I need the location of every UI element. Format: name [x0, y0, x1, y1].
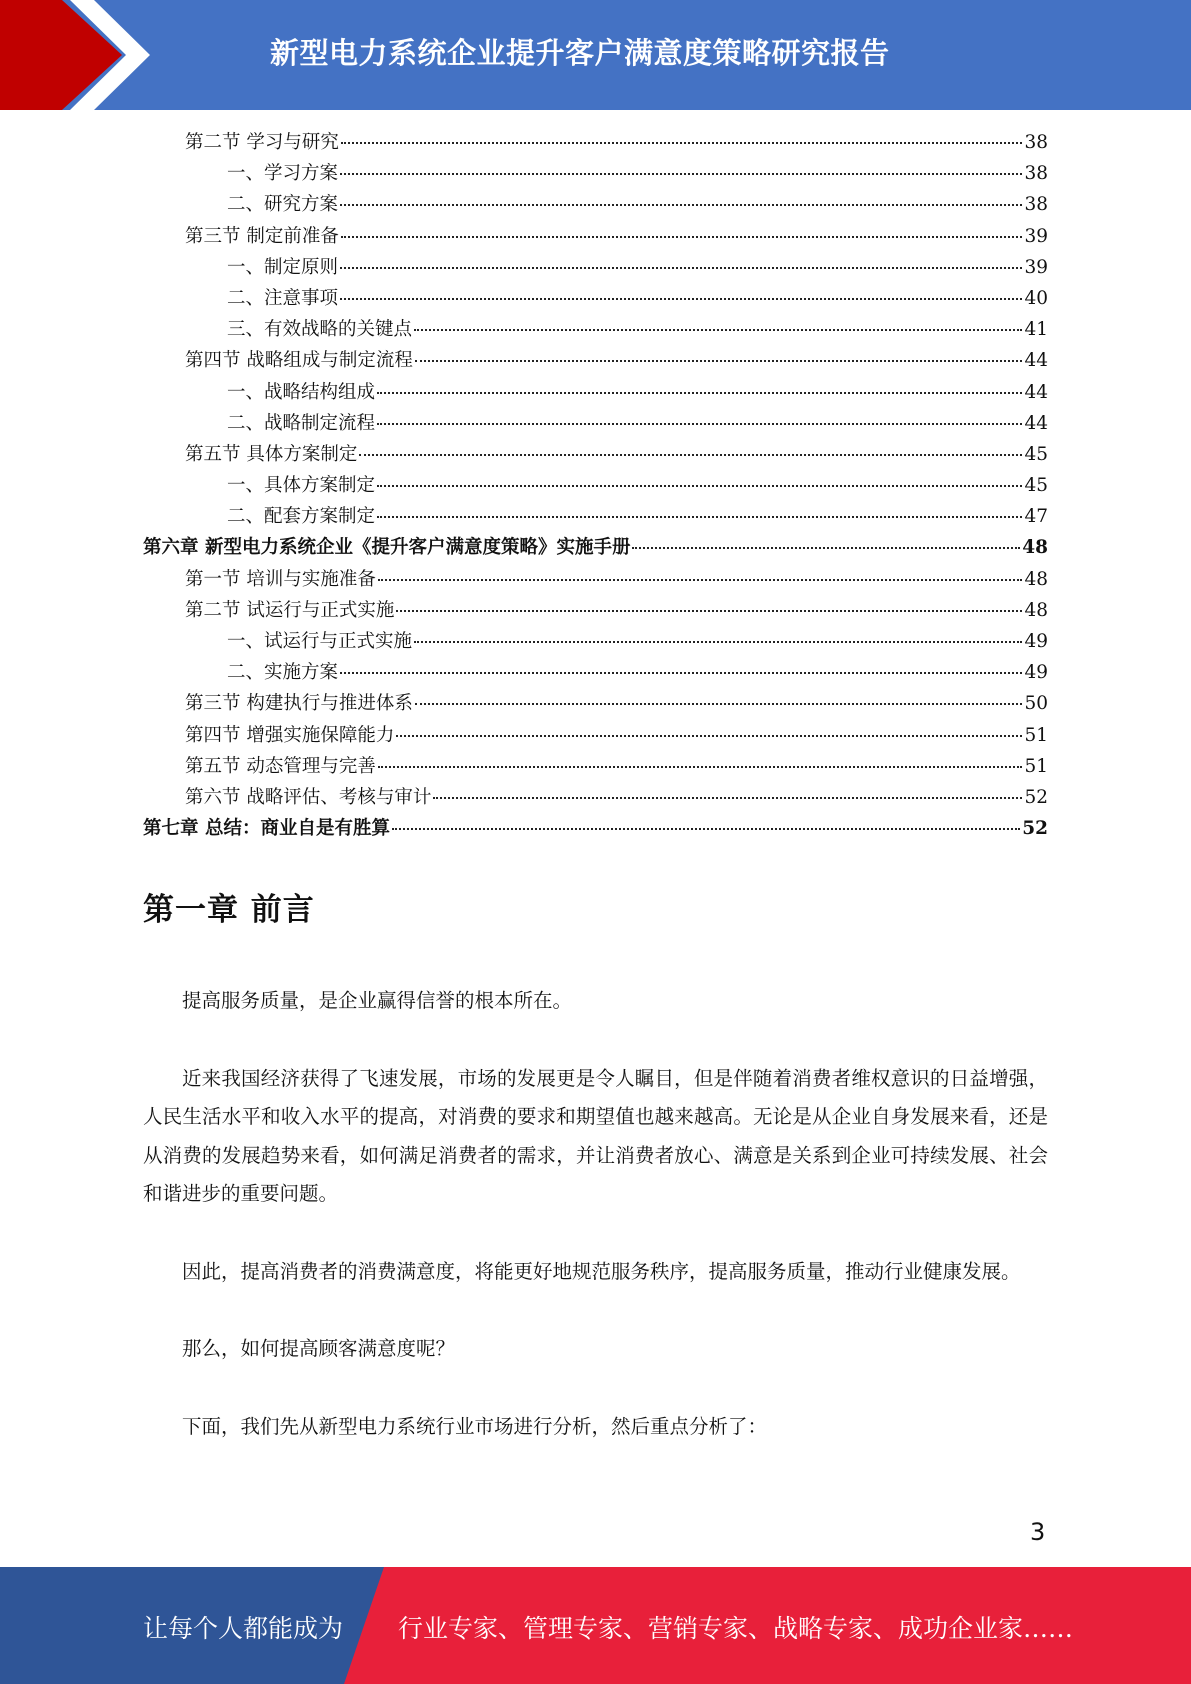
toc-page-number: 38 [1024, 132, 1048, 153]
toc-entry[interactable] [143, 439, 1048, 470]
toc-entry-title: 二、配套方案制定 [227, 506, 376, 528]
header-band [0, 0, 1191, 110]
toc-dot-leader [414, 641, 1022, 643]
header-arrow-decoration [0, 0, 160, 110]
toc-entry[interactable] [143, 720, 1048, 751]
toc-dot-leader [433, 797, 1022, 799]
toc-entry-title: 第七章 总结：商业自是有胜算 [143, 818, 390, 840]
toc-entry[interactable] [143, 377, 1048, 408]
toc-dot-leader [340, 672, 1022, 674]
table-of-contents [143, 127, 1048, 844]
paragraph: 下面，我们先从新型电力系统行业市场进行分析，然后重点分析了： [182, 1414, 768, 1438]
toc-page-number: 38 [1024, 194, 1048, 216]
toc-entry-title: 二、研究方案 [227, 194, 339, 216]
toc-page-number: 52 [1024, 786, 1048, 808]
toc-page-number: 45 [1024, 475, 1048, 497]
toc-page-number: 39 [1024, 225, 1048, 247]
toc-page-number: 48 [1022, 537, 1048, 559]
toc-entry[interactable] [143, 532, 1048, 563]
paragraph: 那么，如何提高顾客满意度呢？ [182, 1337, 456, 1360]
toc-page-number: 50 [1024, 693, 1048, 715]
toc-dot-leader [377, 485, 1022, 487]
toc-entry[interactable] [143, 345, 1048, 376]
toc-page-number: 39 [1024, 256, 1048, 278]
toc-dot-leader [377, 392, 1022, 394]
footer-slogan-left: 让每个人都能成为 [143, 1614, 344, 1643]
toc-page-number: 44 [1024, 412, 1048, 434]
toc-page-number: 52 [1022, 818, 1048, 840]
toc-dot-leader [341, 236, 1023, 238]
toc-entry[interactable] [143, 408, 1048, 439]
toc-dot-leader [340, 204, 1022, 206]
toc-dot-leader [392, 828, 1020, 830]
paragraph: 因此，提高消费者的消费满意度，将能更好地规范服务秩序，提高服务质量，推动行业健康发展。 [182, 1259, 1021, 1283]
toc-dot-leader [340, 267, 1022, 269]
toc-page-number: 41 [1024, 319, 1048, 341]
toc-dot-leader [340, 298, 1022, 300]
toc-entry-title: 第四节 战略组成与制定流程 [185, 350, 413, 372]
toc-entry[interactable] [143, 595, 1048, 626]
toc-entry[interactable] [143, 470, 1048, 501]
toc-entry[interactable] [143, 751, 1048, 782]
toc-entry-title: 第三节 构建执行与推进体系 [185, 693, 413, 715]
toc-page-number: 44 [1024, 381, 1048, 403]
toc-dot-leader [377, 423, 1022, 425]
toc-entry-title: 三、有效战略的关键点 [227, 319, 413, 341]
paragraph: 提高服务质量，是企业赢得信誉的根本所在。 [182, 989, 573, 1012]
toc-entry-title: 二、实施方案 [227, 662, 339, 684]
toc-entry[interactable] [143, 314, 1048, 345]
footer-band [0, 1567, 1191, 1684]
toc-page-number: 47 [1024, 506, 1048, 528]
page-number: 3 [1030, 1518, 1046, 1546]
toc-entry[interactable] [143, 688, 1048, 719]
toc-dot-leader [414, 329, 1022, 331]
toc-entry-title: 第二节 试运行与正式实施 [185, 599, 395, 621]
toc-page-number: 49 [1024, 631, 1048, 652]
toc-dot-leader [359, 454, 1022, 456]
toc-page-number: 51 [1024, 755, 1048, 777]
toc-dot-leader [341, 142, 1023, 144]
toc-entry-title: 第五节 具体方案制定 [185, 443, 358, 465]
toc-dot-leader [632, 547, 1020, 549]
toc-entry[interactable] [143, 501, 1048, 532]
paragraph: 近来我国经济获得了飞速发展，市场的发展更是令人瞩目，但是伴随着消费者维权意识的日益增强，人民生活水平和收入水平的提高，对消费的要求和期望值也越来越高。无论是从企业自身发展来看，还是从消费的发展趋势来看，如何满足消费者的需求，并让消费者放心、满意是关系到企业可持续发展、社会和谐进步的重要问题。 [143, 1066, 1048, 1205]
toc-entry-title: 一、具体方案制定 [227, 475, 376, 497]
toc-dot-leader [340, 173, 1022, 175]
toc-entry[interactable] [143, 283, 1048, 314]
toc-page-number: 40 [1024, 287, 1048, 309]
toc-entry[interactable] [143, 189, 1048, 220]
toc-dot-leader [377, 516, 1022, 518]
toc-entry[interactable] [143, 657, 1048, 688]
toc-entry-title: 二、战略制定流程 [227, 412, 376, 434]
toc-page-number: 45 [1024, 443, 1048, 465]
toc-entry[interactable] [143, 127, 1048, 158]
toc-entry[interactable] [143, 158, 1048, 189]
toc-entry-title: 一、学习方案 [227, 163, 339, 185]
toc-page-number: 49 [1024, 662, 1048, 684]
chapter-body [143, 982, 1048, 1485]
toc-entry[interactable] [143, 252, 1048, 283]
chapter-heading: 第一章 前言 [143, 892, 315, 928]
toc-entry-title: 一、战略结构组成 [227, 381, 376, 403]
toc-page-number: 51 [1024, 724, 1048, 746]
toc-dot-leader [378, 579, 1023, 581]
toc-entry[interactable] [143, 564, 1048, 595]
toc-entry-title: 一、试运行与正式实施 [227, 631, 413, 652]
toc-entry-title: 第一节 培训与实施准备 [185, 568, 376, 590]
toc-entry-title: 第五节 动态管理与完善 [185, 755, 376, 777]
toc-page-number: 48 [1024, 568, 1048, 590]
toc-dot-leader [415, 360, 1023, 362]
toc-page-number: 44 [1024, 350, 1048, 372]
toc-entry[interactable] [143, 626, 1048, 657]
toc-entry-title: 一、制定原则 [227, 256, 339, 278]
toc-page-number: 38 [1024, 163, 1048, 185]
toc-entry[interactable] [143, 221, 1048, 252]
toc-dot-leader [415, 703, 1023, 705]
toc-entry-title: 第二节 学习与研究 [185, 132, 339, 153]
toc-entry[interactable] [143, 782, 1048, 813]
toc-entry-title: 第六节 战略评估、考核与审计 [185, 786, 432, 808]
toc-entry-title: 第六章 新型电力系统企业《提升客户满意度策略》实施手册 [143, 537, 631, 559]
toc-entry-title: 第三节 制定前准备 [185, 225, 339, 247]
toc-dot-leader [396, 610, 1022, 612]
toc-entry-title: 二、注意事项 [227, 287, 339, 309]
toc-dot-leader [396, 735, 1022, 737]
document-title: 新型电力系统企业提升客户满意度策略研究报告 [270, 36, 890, 70]
toc-entry-title: 第四节 增强实施保障能力 [185, 724, 395, 746]
toc-page-number: 48 [1024, 599, 1048, 621]
toc-entry[interactable] [143, 813, 1048, 844]
footer-slogan-right: 行业专家、管理专家、营销专家、战略专家、成功企业家…… [398, 1614, 1074, 1643]
toc-dot-leader [378, 766, 1023, 768]
